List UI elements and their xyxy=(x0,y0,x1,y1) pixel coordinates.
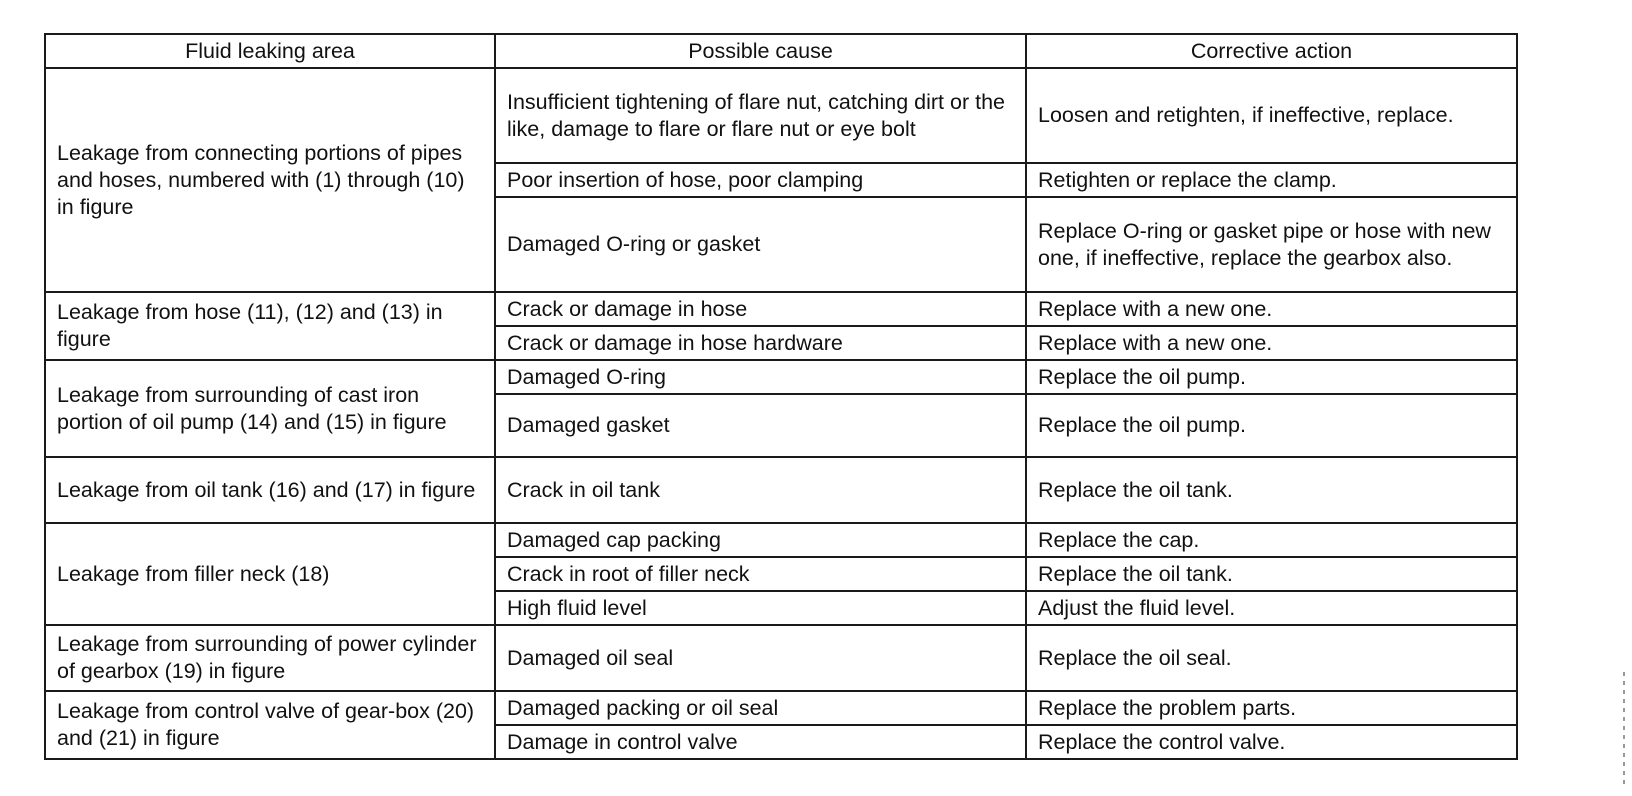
table-row xyxy=(45,360,1517,394)
action-cell: Replace the cap. xyxy=(1026,523,1517,557)
cause-cell: High fluid level xyxy=(495,591,1026,625)
cause-cell: Damage in control valve xyxy=(495,725,1026,759)
action-cell: Replace the oil tank. xyxy=(1026,557,1517,591)
area-cell: Leakage from surrounding of cast iron portion of oil pump (14) and (15) in figure xyxy=(45,360,495,457)
cause-cell: Damaged oil seal xyxy=(495,625,1026,691)
area-cell: Leakage from hose (11), (12) and (13) in figure xyxy=(45,292,495,360)
table-row xyxy=(45,292,1517,326)
cause-cell: Insufficient tightening of flare nut, catching dirt or the like, damage to flare or flare nut or eye bolt xyxy=(495,68,1026,163)
header-fluid-leaking-area: Fluid leaking area xyxy=(45,34,495,68)
action-cell: Replace the control valve. xyxy=(1026,725,1517,759)
area-cell: Leakage from filler neck (18) xyxy=(45,523,495,625)
header-corrective-action: Corrective action xyxy=(1026,34,1517,68)
table-row xyxy=(45,691,1517,725)
troubleshooting-table xyxy=(44,33,1518,760)
cause-cell: Crack in oil tank xyxy=(495,457,1026,523)
cause-cell: Crack or damage in hose xyxy=(495,292,1026,326)
area-cell: Leakage from control valve of gear-box (20) and (21) in figure xyxy=(45,691,495,759)
cause-cell: Crack in root of filler neck xyxy=(495,557,1026,591)
margin-scan-marks xyxy=(1623,672,1625,784)
cause-cell: Damaged cap packing xyxy=(495,523,1026,557)
action-cell: Replace with a new one. xyxy=(1026,326,1517,360)
action-cell: Replace the oil pump. xyxy=(1026,360,1517,394)
action-cell: Replace the oil tank. xyxy=(1026,457,1517,523)
action-cell: Adjust the fluid level. xyxy=(1026,591,1517,625)
cause-cell: Damaged O-ring or gasket xyxy=(495,197,1026,292)
table-row xyxy=(45,523,1517,557)
cause-cell: Damaged packing or oil seal xyxy=(495,691,1026,725)
cause-cell: Damaged gasket xyxy=(495,394,1026,457)
table-row xyxy=(45,68,1517,163)
action-cell: Retighten or replace the clamp. xyxy=(1026,163,1517,197)
table-row xyxy=(45,457,1517,523)
area-cell: Leakage from connecting portions of pipes and hoses, numbered with (1) through (10) in figure xyxy=(45,68,495,292)
area-cell: Leakage from oil tank (16) and (17) in figure xyxy=(45,457,495,523)
action-cell: Loosen and retighten, if ineffective, replace. xyxy=(1026,68,1517,163)
action-cell: Replace the oil seal. xyxy=(1026,625,1517,691)
action-cell: Replace with a new one. xyxy=(1026,292,1517,326)
action-cell: Replace the oil pump. xyxy=(1026,394,1517,457)
cause-cell: Crack or damage in hose hardware xyxy=(495,326,1026,360)
cause-cell: Damaged O-ring xyxy=(495,360,1026,394)
area-cell: Leakage from surrounding of power cylinder of gearbox (19) in figure xyxy=(45,625,495,691)
table-row xyxy=(45,625,1517,691)
action-cell: Replace O-ring or gasket pipe or hose with new one, if ineffective, replace the gearbox also. xyxy=(1026,197,1517,292)
action-cell: Replace the problem parts. xyxy=(1026,691,1517,725)
header-possible-cause: Possible cause xyxy=(495,34,1026,68)
cause-cell: Poor insertion of hose, poor clamping xyxy=(495,163,1026,197)
header-row xyxy=(45,34,1517,68)
